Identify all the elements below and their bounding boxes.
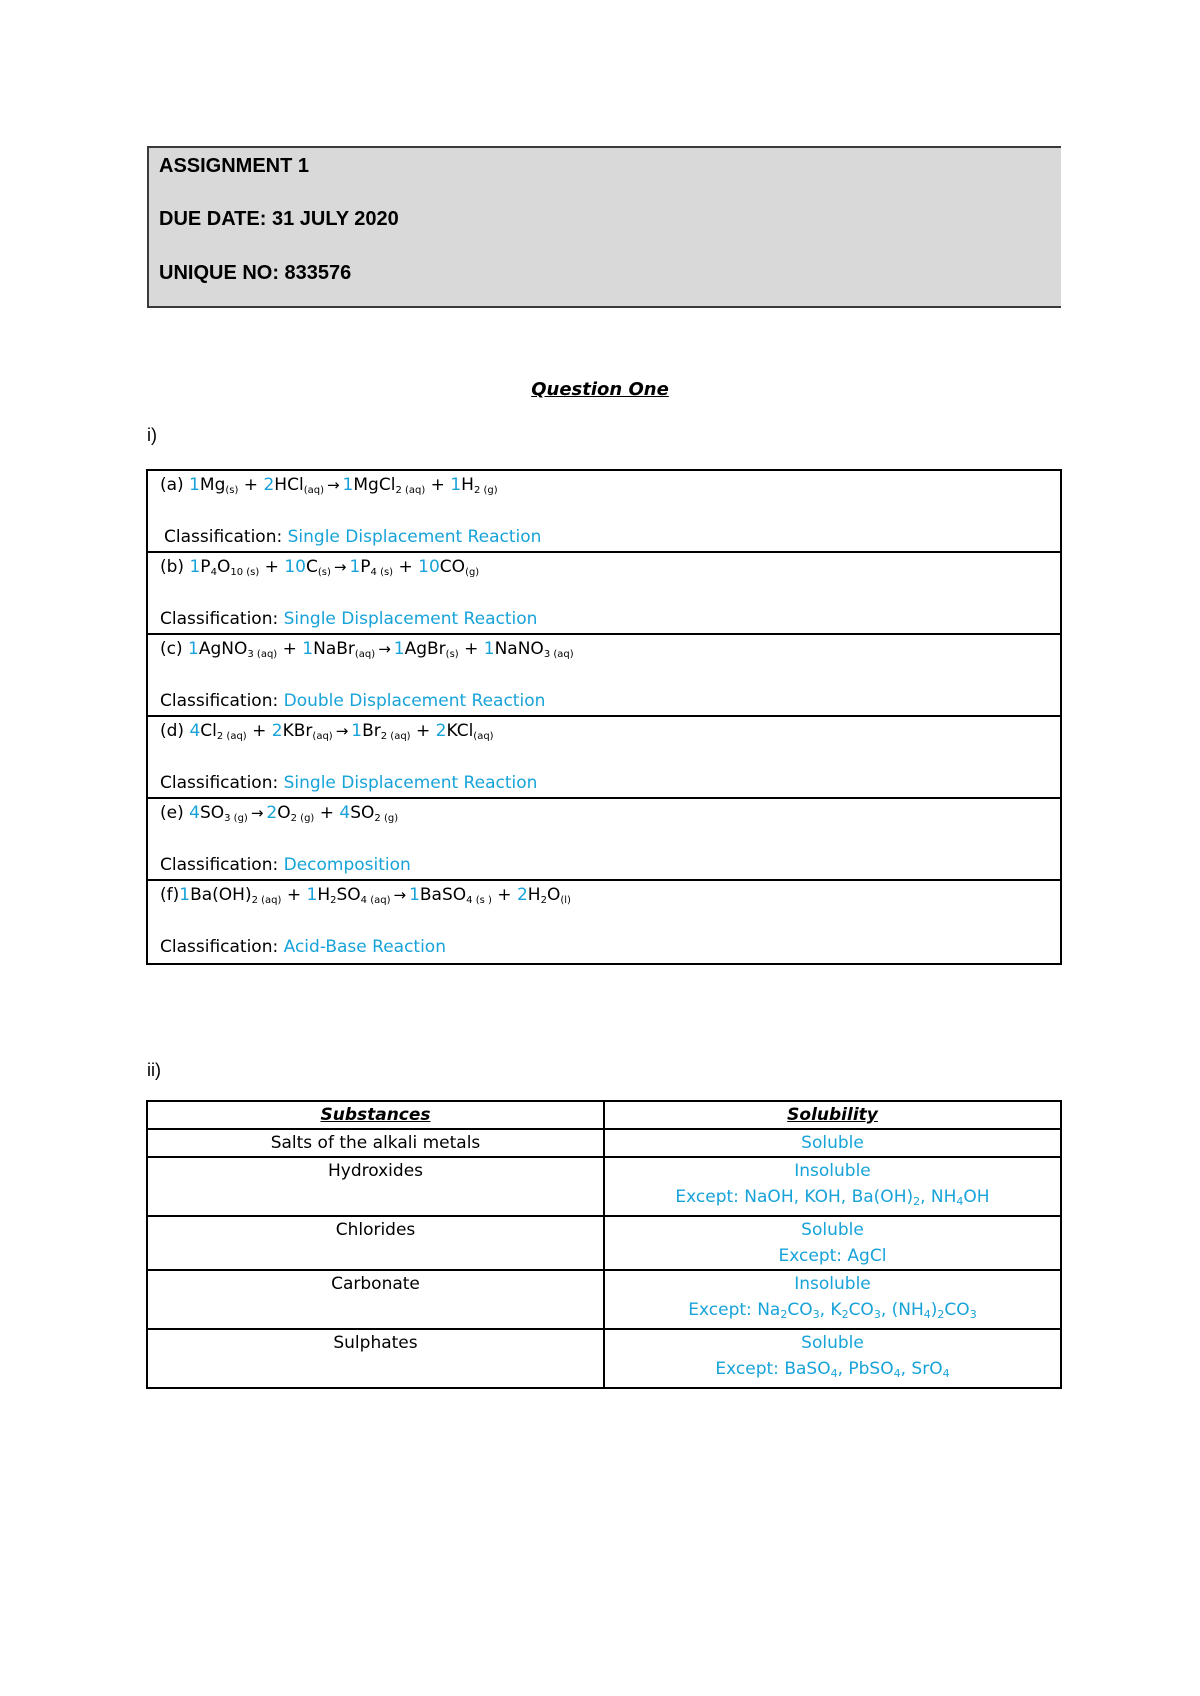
- classification-label: Classification:: [160, 691, 279, 711]
- classification-label: Classification:: [160, 855, 279, 875]
- unique-number: UNIQUE NO: 833576: [159, 262, 352, 284]
- reaction-equation-c: (c) 1AgNO3 (aq) + 1NaBr(aq) → 1AgBr(s) + 1NaNO3 (aq): [160, 639, 574, 660]
- substance-cell: Sulphates: [147, 1329, 604, 1388]
- solubility-cell: [604, 1216, 1061, 1270]
- solubility-cell: [604, 1129, 1061, 1157]
- reaction-row-e: [148, 799, 1060, 881]
- assignment-title: ASSIGNMENT 1: [159, 155, 310, 177]
- solubility-exception: Except: NaOH, KOH, $Ba(OH)_2$, $NH_4OH$: [675, 1187, 990, 1208]
- reaction-equation-e: (e) 4SO3 (g) → 2O2 (g) + 4SO2 (g): [160, 803, 399, 824]
- reaction-row-a: [148, 471, 1060, 553]
- reaction-equation-d: (d) 4Cl2 (aq) + 2KBr(aq) → 1Br2 (aq) + 2KCl(aq): [160, 721, 494, 742]
- substance-cell: Hydroxides: [147, 1157, 604, 1216]
- column-header-solubility: Solubility: [604, 1101, 1061, 1129]
- substance-cell: Carbonate: [147, 1270, 604, 1329]
- due-date: DUE DATE: 31 JULY 2020: [159, 208, 399, 230]
- reaction-label: (b): [160, 557, 185, 577]
- classification-label: Classification:: [160, 937, 279, 957]
- solubility-value: Soluble: [801, 1220, 864, 1240]
- part-ii-label: ii): [147, 1060, 161, 1080]
- table-row: [147, 1329, 1061, 1388]
- substance-cell: Salts of the alkali metals: [147, 1129, 604, 1157]
- solubility-exception: Except: AgCl: [778, 1246, 887, 1266]
- classification-f: [160, 937, 446, 957]
- part-i-label: i): [147, 425, 157, 445]
- classification-b: [160, 609, 537, 629]
- reaction-row-c: [148, 635, 1060, 717]
- reaction-label: (d): [160, 721, 185, 741]
- classification-value: Single Displacement Reaction: [283, 609, 538, 629]
- column-header-substances: Substances: [147, 1101, 604, 1129]
- classification-d: [160, 773, 537, 793]
- classification-c: [160, 691, 545, 711]
- solubility-value: Insoluble: [794, 1161, 871, 1181]
- reaction-equation-a: (a) 1Mg(s) + 2HCl(aq) → 1MgCl2 (aq) + 1H2 (g): [160, 475, 498, 496]
- table-row: [147, 1216, 1061, 1270]
- classification-value: Single Displacement Reaction: [283, 773, 538, 793]
- solubility-cell: [604, 1329, 1061, 1388]
- reaction-row-f: [148, 881, 1060, 963]
- reaction-label: (f): [160, 885, 180, 905]
- reaction-equation-b: (b) $1P_4O_{10}$ (s) + 10C(s) → 1P4 (s) + 10CO(g): [160, 557, 480, 578]
- reaction-label: (a): [160, 475, 184, 495]
- classification-value: Double Displacement Reaction: [283, 691, 546, 711]
- reaction-label: (e): [160, 803, 184, 823]
- classification-value: Acid-Base Reaction: [283, 937, 446, 957]
- table-row: [147, 1157, 1061, 1216]
- classification-value: Single Displacement Reaction: [287, 527, 542, 547]
- table-header-row: [147, 1101, 1061, 1129]
- substance-cell: Chlorides: [147, 1216, 604, 1270]
- solubility-cell: [604, 1157, 1061, 1216]
- question-title: Question One: [531, 379, 669, 400]
- table-row: [147, 1129, 1061, 1157]
- classification-label: Classification:: [164, 527, 283, 547]
- solubility-value: Soluble: [801, 1333, 864, 1353]
- reaction-equation-f: (f)1Ba(OH)2 $(aq) + 1H_2SO4$ (aq) → 1BaSO4 (s ) + $2H_2O(l)$: [160, 885, 571, 906]
- solubility-exception: Except: BaSO$_4$, PbSO$_4$, SrO$_4$: [715, 1359, 950, 1380]
- reactions-table: [146, 469, 1062, 965]
- classification-label: Classification:: [160, 609, 279, 629]
- solubility-exception: Except: $Na_2CO_3$, $K_2CO_3$, $(NH_4)_2CO_3$: [688, 1300, 977, 1321]
- classification-e: [160, 855, 411, 875]
- reaction-row-b: [148, 553, 1060, 635]
- assignment-header-box: [147, 146, 1061, 308]
- solubility-table: [146, 1100, 1062, 1389]
- reaction-row-d: [148, 717, 1060, 799]
- classification-value: Decomposition: [283, 855, 411, 875]
- table-row: [147, 1270, 1061, 1329]
- reaction-label: (c): [160, 639, 183, 659]
- solubility-cell: [604, 1270, 1061, 1329]
- solubility-value: Insoluble: [794, 1274, 871, 1294]
- solubility-value: Soluble: [801, 1133, 864, 1153]
- classification-a: [164, 527, 541, 547]
- classification-label: Classification:: [160, 773, 279, 793]
